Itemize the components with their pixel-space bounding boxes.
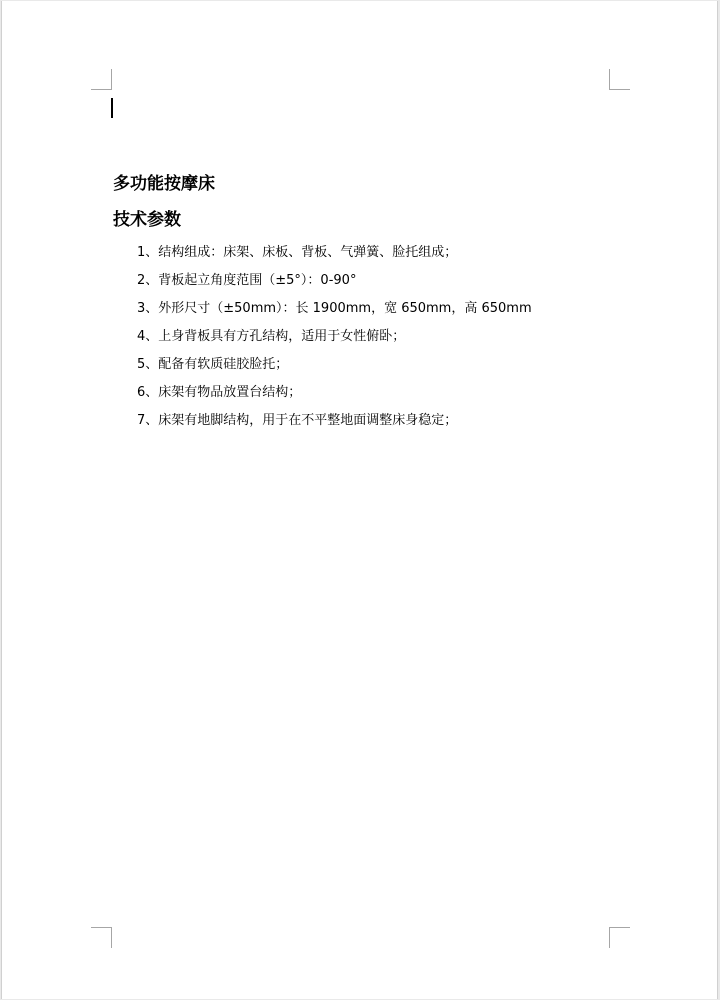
spec-item: 7、床架有地脚结构，用于在不平整地面调整床身稳定； [137, 413, 458, 428]
margin-mark-bottom-right [609, 927, 630, 948]
document-page [1, 1, 718, 999]
spec-item: 5、配备有软质硅胶脸托； [137, 357, 289, 372]
document-title: 多功能按摩床 [113, 174, 215, 194]
spec-item: 2、背板起立角度范围（±5°）：0-90° [137, 273, 357, 288]
spec-item: 1、结构组成：床架、床板、背板、气弹簧、脸托组成； [137, 245, 458, 260]
section-heading: 技术参数 [113, 210, 181, 230]
margin-mark-top-right [609, 69, 630, 90]
spec-item: 4、上身背板具有方孔结构，适用于女性俯卧； [137, 329, 406, 344]
spec-list [137, 241, 532, 437]
spec-item: 3、外形尺寸（±50mm）：长 1900mm，宽 650mm，高 650mm [137, 301, 532, 316]
spec-item: 6、床架有物品放置台结构； [137, 385, 302, 400]
margin-mark-bottom-left [91, 927, 112, 948]
text-cursor[interactable] [111, 98, 113, 118]
margin-mark-top-left [91, 69, 112, 90]
